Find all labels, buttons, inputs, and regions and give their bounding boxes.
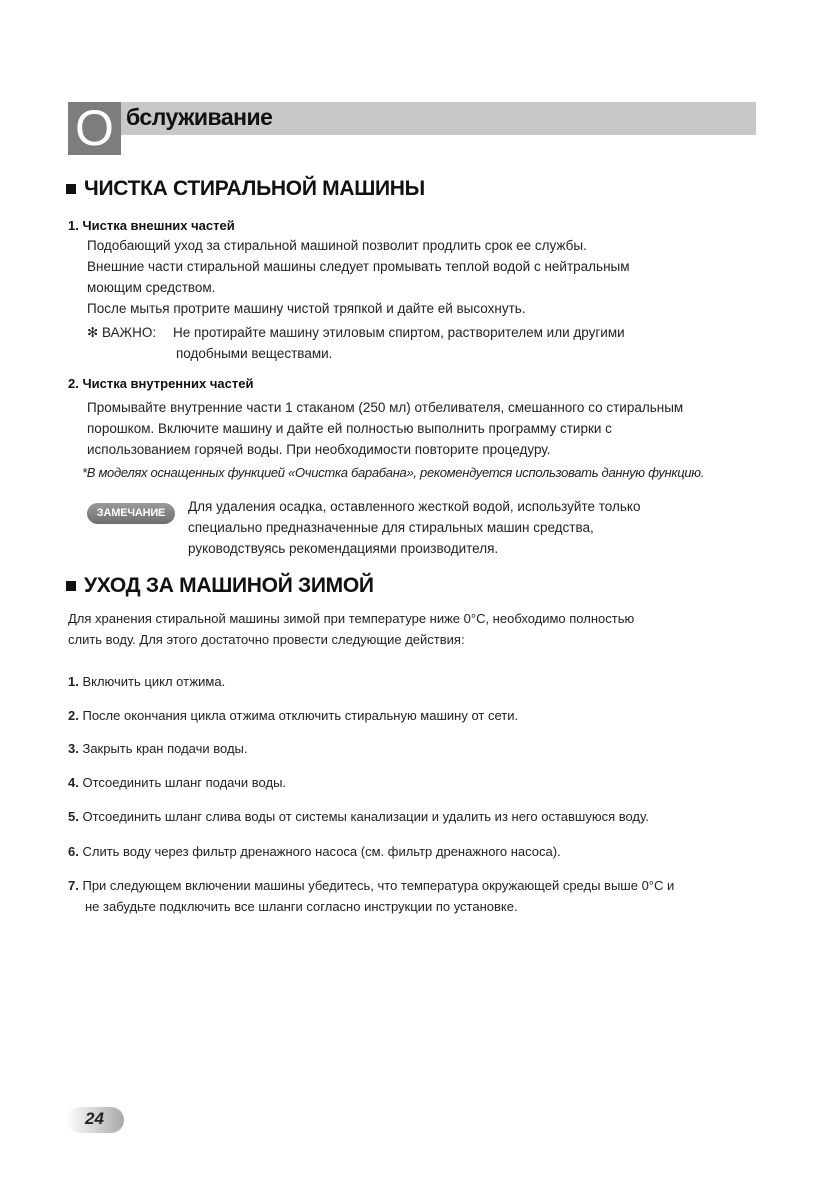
paragraph-line: После мытья протрите машину чистой тряпкой и дайте ей высохнуть. [87, 301, 526, 316]
list-text: Отсоединить шланг подачи воды. [82, 775, 287, 790]
page-title: бслуживание [126, 104, 273, 130]
subheading-external-parts [68, 218, 235, 233]
paragraph-line: моющим средством. [87, 280, 216, 295]
list-text: После окончания цикла отжима отключить стиральную машину от сети. [82, 708, 519, 723]
list-item [68, 875, 674, 917]
list-item [68, 806, 649, 827]
page-number: 24 [85, 1109, 104, 1128]
list-item [68, 705, 518, 726]
square-bullet-icon [66, 184, 76, 194]
list-number: 3. [68, 741, 79, 756]
winter-intro-paragraph [68, 608, 634, 650]
paragraph-line: Промывайте внутренние части 1 стаканом (250 мл) отбеливателя, смешанного со стиральным [87, 400, 684, 415]
paragraph-line: порошком. Включите машину и дайте ей полностью выполнить программу стирки с [87, 421, 612, 436]
list-item [68, 738, 248, 759]
subheading-number: 1. [68, 218, 79, 233]
paragraph-line: Подобающий уход за стиральной машиной позволит продлить срок ее службы. [87, 238, 587, 253]
list-text: При следующем включении машины убедитесь, что температура окружающей среды выше 0°С и [82, 878, 675, 893]
square-bullet-icon [66, 581, 76, 591]
subheading-text: Чистка внешних частей [82, 218, 235, 233]
section-heading-text: ЧИСТКА СТИРАЛЬНОЙ МАШИНЫ [84, 177, 425, 200]
subheading-internal-parts [68, 376, 253, 391]
list-item [68, 671, 225, 692]
paragraph-line: использованием горячей воды. При необходимости повторите процедуру. [87, 442, 551, 457]
important-warning [87, 322, 625, 364]
header-initial-letter: O [68, 102, 121, 155]
list-text: Отсоединить шланг слива воды от системы канализации и удалить из него оставшуюся воду. [82, 809, 649, 824]
paragraph-line: Для удаления осадка, оставленного жесткой водой, используйте только [188, 499, 641, 514]
list-item [68, 841, 561, 862]
subheading-number: 2. [68, 376, 79, 391]
list-text: Слить воду через фильтр дренажного насоса (см. фильтр дренажного насоса). [82, 844, 561, 859]
list-number: 2. [68, 708, 79, 723]
paragraph-line: специально предназначенные для стиральных машин средства, [188, 520, 594, 535]
external-parts-paragraph [87, 235, 630, 319]
list-number: 1. [68, 674, 79, 689]
list-number: 4. [68, 775, 79, 790]
note-paragraph [188, 496, 640, 559]
internal-parts-paragraph [87, 397, 683, 460]
list-item [68, 772, 286, 793]
subheading-text: Чистка внутренних частей [82, 376, 254, 391]
section-heading-text: УХОД ЗА МАШИНОЙ ЗИМОЙ [84, 574, 374, 597]
paragraph-line: руководствуясь рекомендациями производителя. [188, 541, 499, 556]
list-number: 5. [68, 809, 79, 824]
list-number: 7. [68, 878, 79, 893]
section-heading-cleaning [66, 177, 425, 201]
list-text: Закрыть кран подачи воды. [82, 741, 248, 756]
paragraph-line: Внешние части стиральной машины следует промывать теплой водой с нейтральным [87, 259, 630, 274]
important-text-line: подобными веществами. [176, 346, 333, 361]
note-badge: ЗАМЕЧАНИЕ [87, 503, 175, 524]
list-text-continuation: не забудьте подключить все шланги согласно инструкции по установке. [85, 899, 518, 914]
important-text-line: Не протирайте машину этиловым спиртом, растворителем или другими [173, 325, 625, 340]
paragraph-line: Для хранения стиральной машины зимой при температуре ниже 0°С, необходимо полностью [68, 611, 635, 626]
paragraph-line: слить воду. Для этого достаточно провести следующие действия: [68, 632, 465, 647]
list-text: Включить цикл отжима. [82, 674, 226, 689]
drum-clean-note: *В моделях оснащенных функцией «Очистка барабана», рекомендуется использовать данную функцию. [82, 465, 705, 480]
list-number: 6. [68, 844, 79, 859]
section-heading-winter [66, 574, 374, 598]
important-label: ✻ ВАЖНО: [87, 325, 157, 340]
